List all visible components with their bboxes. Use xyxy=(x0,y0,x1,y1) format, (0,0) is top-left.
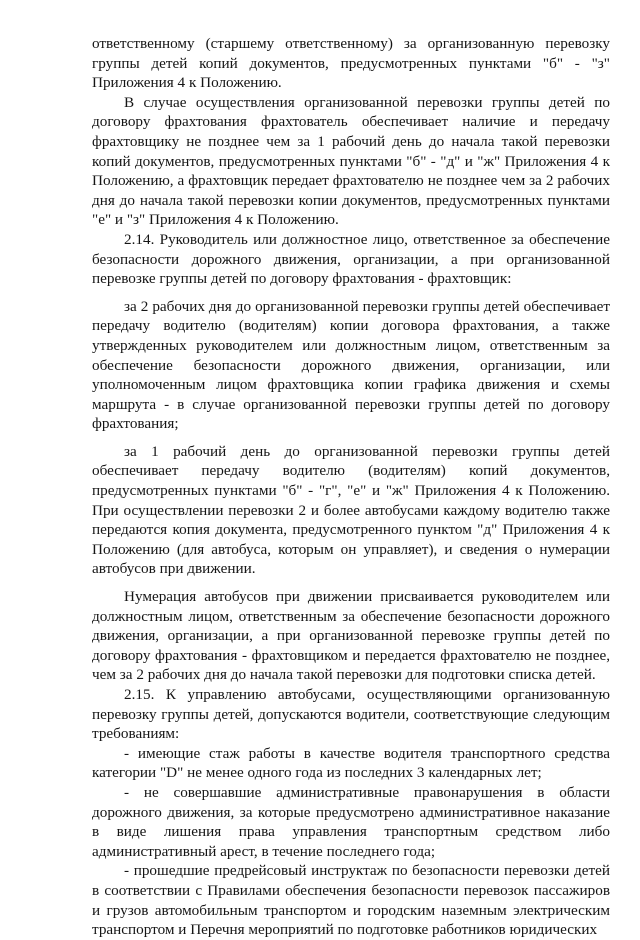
list-item-driving-experience: - имеющие стаж работы в качестве водителя транспортного средства категории "D" не менее одного года из последних 3 календарных лет; xyxy=(92,744,610,782)
paragraph-2-days-before: за 2 рабочих дня до организованной перевозки группы детей обеспечивает передачу водителю (водителям) копии договора фрахтования, а также утвержденных руководителем или должностным лицом, ответственным за обеспечение безопасности дорожного движения, организации, или уполномоченным лицом фрахтовщика копии графика движения и схемы маршрута - в случае организованной перевозки группы детей по договору фрахтования; xyxy=(92,297,610,433)
list-item-briefing: - прошедшие предрейсовый инструктаж по безопасности перевозки детей в соответствии с Правилами обеспечения безопасности перевозок пассажиров и грузов автомобильным транспортом и городским наземным электрическим транспортом и Перечня мероприятий по подготовке работников юридических xyxy=(92,862,610,939)
paragraph-continuation: ответственному (старшему ответственному) за организованную перевозку группы детей копий документов, предусмотренных пунктами "б" - "з" Приложения 4 к Положению. xyxy=(92,35,610,92)
paragraph-2-15: 2.15. К управлению автобусами, осуществляющими организованную перевозку группы детей, допускаются водители, соответствующие следующим требованиям: xyxy=(92,686,610,743)
paragraph-1-day-before: за 1 рабочий день до организованной перевозки группы детей обеспечивает передачу водителю (водителям) копий документов, предусмотренных пунктами "б" - "г", "е" и "ж" Приложения 4 к Положению. При осуществлении перевозки 2 и более автобусами каждому водителю также передаются копия документа, предусмотренного пунктом "д" Приложения 4 к Положению (для автобуса, которым он управляет), и сведения о нумерации автобусов при движении. xyxy=(92,442,610,578)
list-item-no-violations: - не совершавшие административные правонарушения в области дорожного движения, за которые предусмотрено административное наказание в виде лишения права управления транспортным средством либо административный арест, в течение последнего года; xyxy=(92,783,610,860)
paragraph-2-14: 2.14. Руководитель или должностное лицо, ответственное за обеспечение безопасности дорожного движения, организации, а при организованной перевозке группы детей по договору фрахтования - фрахтовщик: xyxy=(92,230,610,288)
paragraph-bus-numbering: Нумерация автобусов при движении присваивается руководителем или должностным лицом, ответственным за обеспечение безопасности дорожного движения, организации, а при организованной перевозке группы детей по договору фрахтования - фрахтовщиком и передается фрахтователю не позднее, чем за 2 рабочих дня до начала такой перевозки для подготовки списка детей. xyxy=(92,588,610,684)
paragraph-charter-documents: В случае осуществления организованной перевозки группы детей по договору фрахтования фрахтователь обеспечивает наличие и передачу фрахтовщику не позднее чем за 1 рабочий день до начала такой перевозки копий документов, предусмотренных пунктами "б" - "д" и "ж" Приложения 4 к Положению, а фрахтовщик передает фрахтователю не позднее чем за 2 рабочих дня до начала такой перевозки копии документов, предусмотренных пунктами "е" и "з" Приложения 4 к Положению. xyxy=(92,93,610,229)
